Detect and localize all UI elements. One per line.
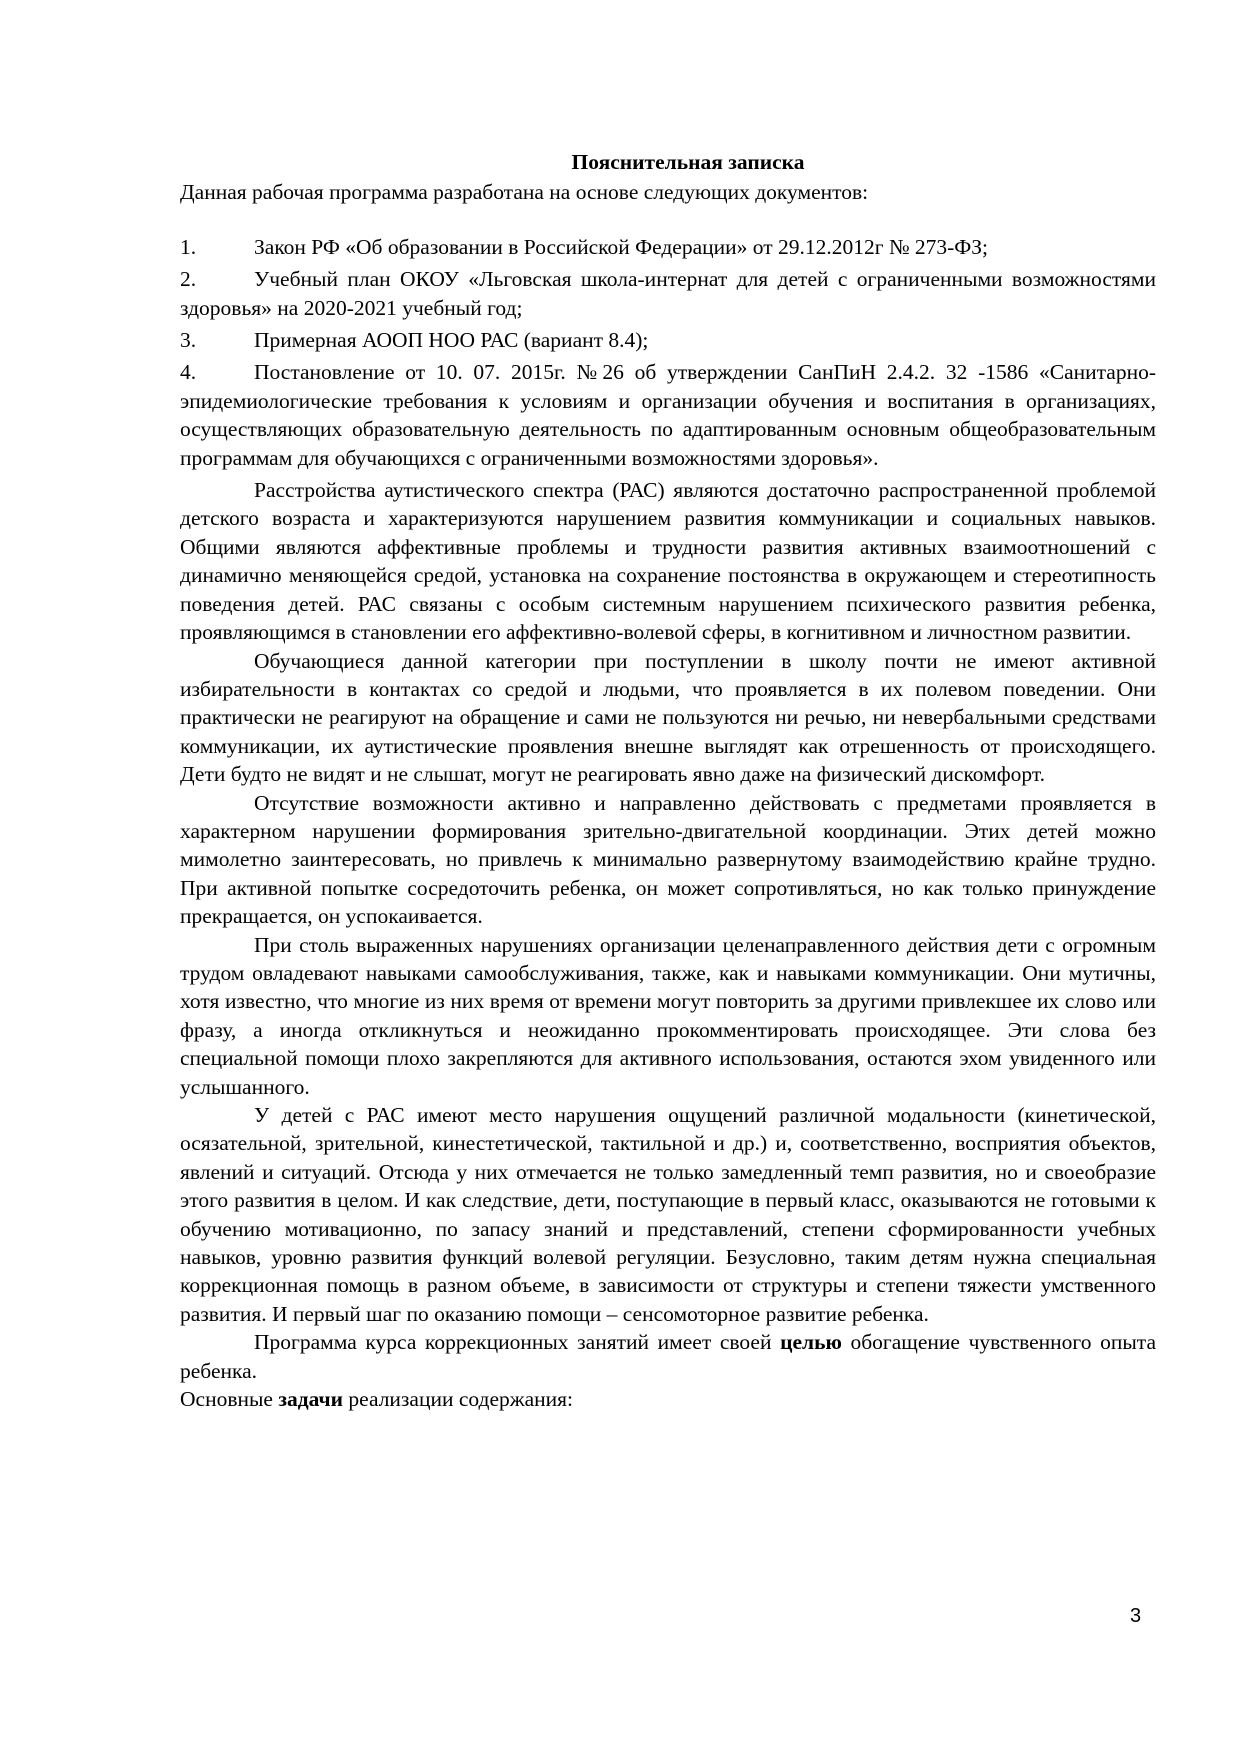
list-item-number: 1.: [180, 234, 197, 259]
tasks-text-after: реализации содержания:: [343, 1387, 574, 1412]
goal-paragraph: [180, 1328, 1156, 1385]
list-item-text: Постановление от 10. 07. 2015г. №26 об утверждении СанПиН 2.4.2. 32 -1586 «Санитарно-эпидемиологические требования к условиям и организации обучения и воспитания в организациях, осуществляющих образовательную деятельность по адаптированным основным общеобразовательным программам для обучающихся с ограниченными возможностями здоровья».: [180, 360, 1156, 470]
list-item-text: Закон РФ «Об образовании в Российской Федерации» от 29.12.2012г № 273-ФЗ;: [254, 234, 988, 259]
list-item-text: Учебный план ОКОУ «Льговская школа-интернат для детей с ограниченными возможностями здоровья» на 2020-2021 учебный год;: [180, 267, 1156, 320]
list-item-text: Примерная АООП НОО РАС (вариант 8.4);: [254, 328, 649, 353]
list-item: [180, 233, 1156, 261]
list-item: [180, 326, 1156, 354]
tasks-paragraph: [180, 1385, 1156, 1413]
body-paragraph: Отсутствие возможности активно и направленно действовать с предметами проявляется в характерном нарушении формирования зрительно-двигательной координации. Этих детей можно мимолетно заинтересовать, но привлечь к минимально развернутому взаимодействию крайне трудно. При активной попытке сосредоточить ребенка, он может сопротивляться, но как только принуждение прекращается, он успокаивается.: [180, 790, 1156, 929]
goal-text-after: обогащение чувственного опыта ребенка.: [180, 1330, 1156, 1383]
intro-paragraph: Данная рабочая программа разработана на основе следующих документов:: [180, 180, 869, 205]
list-item-number: 4.: [180, 360, 197, 385]
list-item: [180, 265, 1156, 322]
tasks-keyword: задачи: [278, 1387, 344, 1412]
documents-list: [180, 233, 1156, 472]
document-body: [180, 148, 1156, 1413]
body-paragraph: При столь выраженных нарушениях организации целенаправленного действия дети с огромным трудом овладевают навыками самообслуживания, также, как и навыками коммуникации. Они мутичны, хотя известно, что многие из них время от времени могут повторить за другими привлекшее их слово или фразу, а иногда откликнуться и неожиданно прокомментировать происходящее. Эти слова без специальной помощи плохо закрепляются для активного использования, остаются эхом увиденного или услышанного.: [180, 932, 1156, 1099]
goal-text-before: Программа курса коррекционных занятий имеет своей: [254, 1330, 781, 1355]
tasks-text-before: Основные: [180, 1387, 279, 1412]
list-item-number: 3.: [180, 328, 197, 353]
goal-keyword: целью: [780, 1330, 842, 1355]
document-title: Пояснительная записка: [571, 150, 805, 174]
list-item: [180, 358, 1156, 472]
body-paragraph: У детей с РАС имеют место нарушения ощущений различной модальности (кинетической, осязательной, зрительной, кинестетической, тактильной и др.) и, соответственно, восприятия объектов, явлений и ситуаций. Отсюда у них отмечается не только замедленный темп развития, но и своеобразие этого развития в целом. И как следствие, дети, поступающие в первый класс, оказываются не готовыми к обучению мотивационно, по запасу знаний и представлений, степени сформированности учебных навыков, уровню развития функций волевой регуляции. Безусловно, таким детям нужна специальная коррекционная помощь в разном объеме, в зависимости от структуры и степени тяжести умственного развития. И первый шаг по оказанию помощи – сенсомоторное развитие ребенка.: [180, 1103, 1156, 1326]
list-item-number: 2.: [180, 267, 197, 292]
body-paragraph: Расстройства аутистического спектра (РАС) являются достаточно распространенной проблемой детского возраста и характеризуются нарушением развития коммуникации и социальных навыков. Общими являются аффективные проблемы и трудности развития активных взаимоотношений с динамично меняющейся средой, установка на сохранение постоянства в окружающем и стереотипность поведения детей. РАС связаны с особым системным нарушением психического развития ребенка, проявляющимся в становлении его аффективно-волевой сферы, в когнитивном и личностном развитии.: [180, 478, 1156, 645]
body-paragraph: Обучающиеся данной категории при поступлении в школу почти не имеют активной избирательности в контактах со средой и людьми, что проявляется в их полевом поведении. Они практически не реагируют на обращение и сами не пользуются ни речью, ни невербальными средствами коммуникации, их аутистические проявления внешне выглядят как отрешенность от происходящего. Дети будто не видят и не слышат, могут не реагировать явно даже на физический дискомфорт.: [180, 648, 1156, 787]
spacer: [180, 207, 1156, 233]
page-number: 3: [1130, 1605, 1142, 1627]
